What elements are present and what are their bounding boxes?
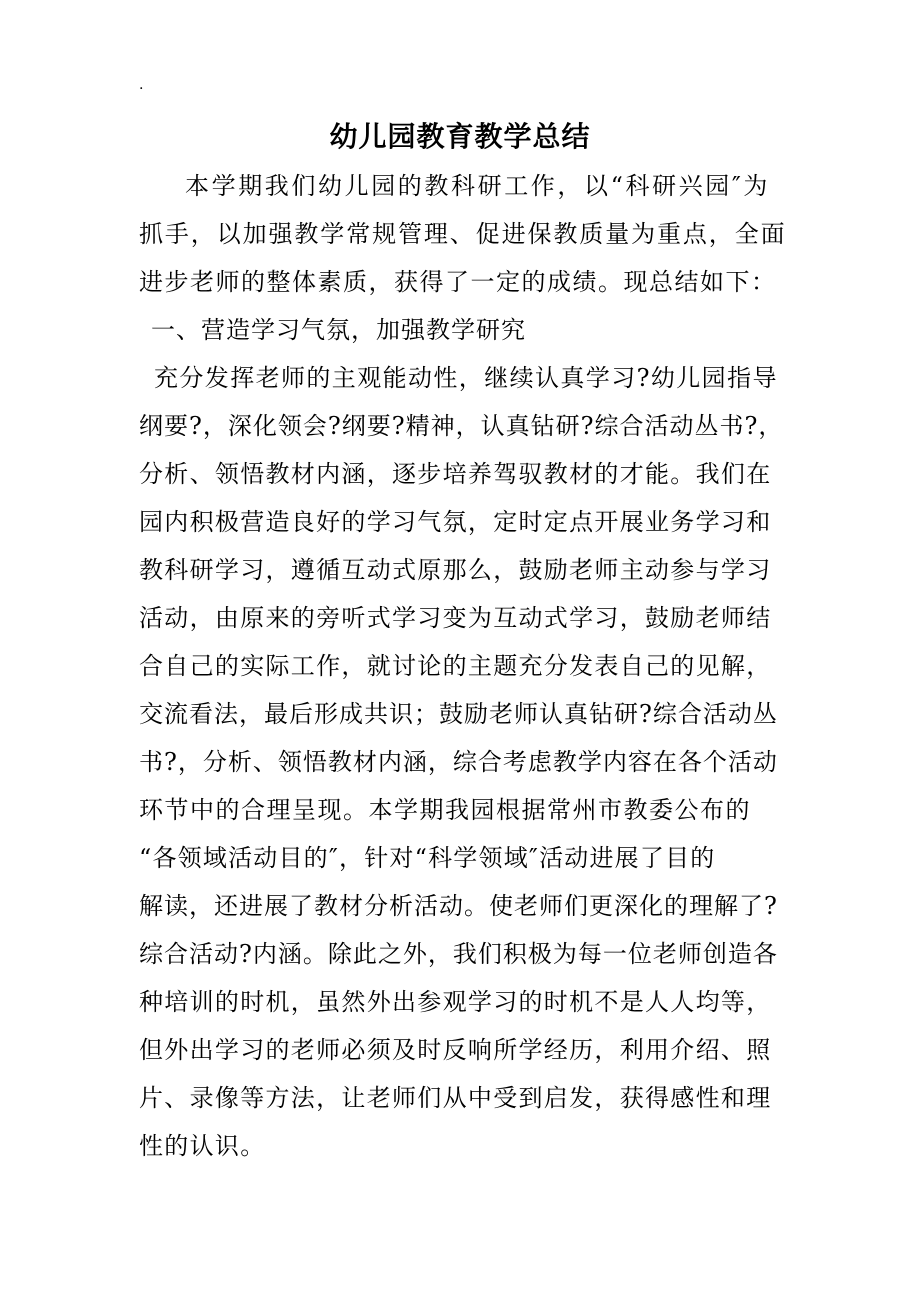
paragraph-line: “各领域活动目的″，针对“科学领域″活动进展了目的 [139, 844, 716, 872]
paragraph-line: 充分发挥老师的主观能动性，继续认真学习?幼儿园指导 [154, 364, 778, 392]
paragraph-line: 抓手，以加强教学常规管理、促进保教质量为重点，全面 [139, 220, 787, 248]
paragraph-line: 性的认识。 [139, 1132, 266, 1160]
paragraph-line: 环节中的合理呈现。本学期我园根据常州市教委公布的 [139, 796, 751, 824]
paragraph-line: 分析、领悟教材内涵，逐步培养驾驭教材的才能。我们在 [139, 460, 772, 488]
paragraph-line: 本学期我们幼儿园的教科研工作，以“科研兴园″为 [185, 172, 771, 200]
paragraph-line: 种培训的时机，虽然外出参观学习的时机不是人人均等， [139, 988, 772, 1016]
paragraph-line: 解读，还进展了教材分析活动。使老师们更深化的理解了? [139, 892, 778, 920]
paragraph-line: 但外出学习的老师必须及时反响所学经历，利用介绍、照 [139, 1036, 772, 1064]
paragraph-line: 纲要?，深化领会?纲要?精神，认真钻研?综合活动丛书?， [139, 412, 784, 440]
section-heading: 一、营造学习气氛，加强教学研究 [151, 316, 526, 344]
document-title: 幼儿园教育教学总结 [329, 120, 591, 153]
paragraph-line: 活动，由原来的旁听式学习变为互动式学习，鼓励老师结 [139, 604, 772, 632]
paragraph-line: 园内积极营造良好的学习气氛，定时定点开展业务学习和 [139, 508, 772, 536]
paragraph-line: 书?，分析、领悟教材内涵，综合考虑教学内容在各个活动 [139, 748, 778, 776]
paragraph-line: 片、录像等方法，让老师们从中受到启发，获得感性和理 [139, 1084, 772, 1112]
page-marker: . [139, 77, 144, 93]
paragraph-line: 综合活动?内涵。除此之外，我们积极为每一位老师创造各 [139, 940, 778, 968]
paragraph-line: 进步老师的整体素质，获得了一定的成绩。现总结如下： [139, 268, 777, 296]
paragraph-line: 交流看法，最后形成共识；鼓励老师认真钻研?综合活动丛 [139, 700, 778, 728]
paragraph-line: 教科研学习，遵循互动式原那么，鼓励老师主动参与学习 [139, 556, 772, 584]
paragraph-line: 合自己的实际工作，就讨论的主题充分发表自己的见解， [139, 652, 772, 680]
